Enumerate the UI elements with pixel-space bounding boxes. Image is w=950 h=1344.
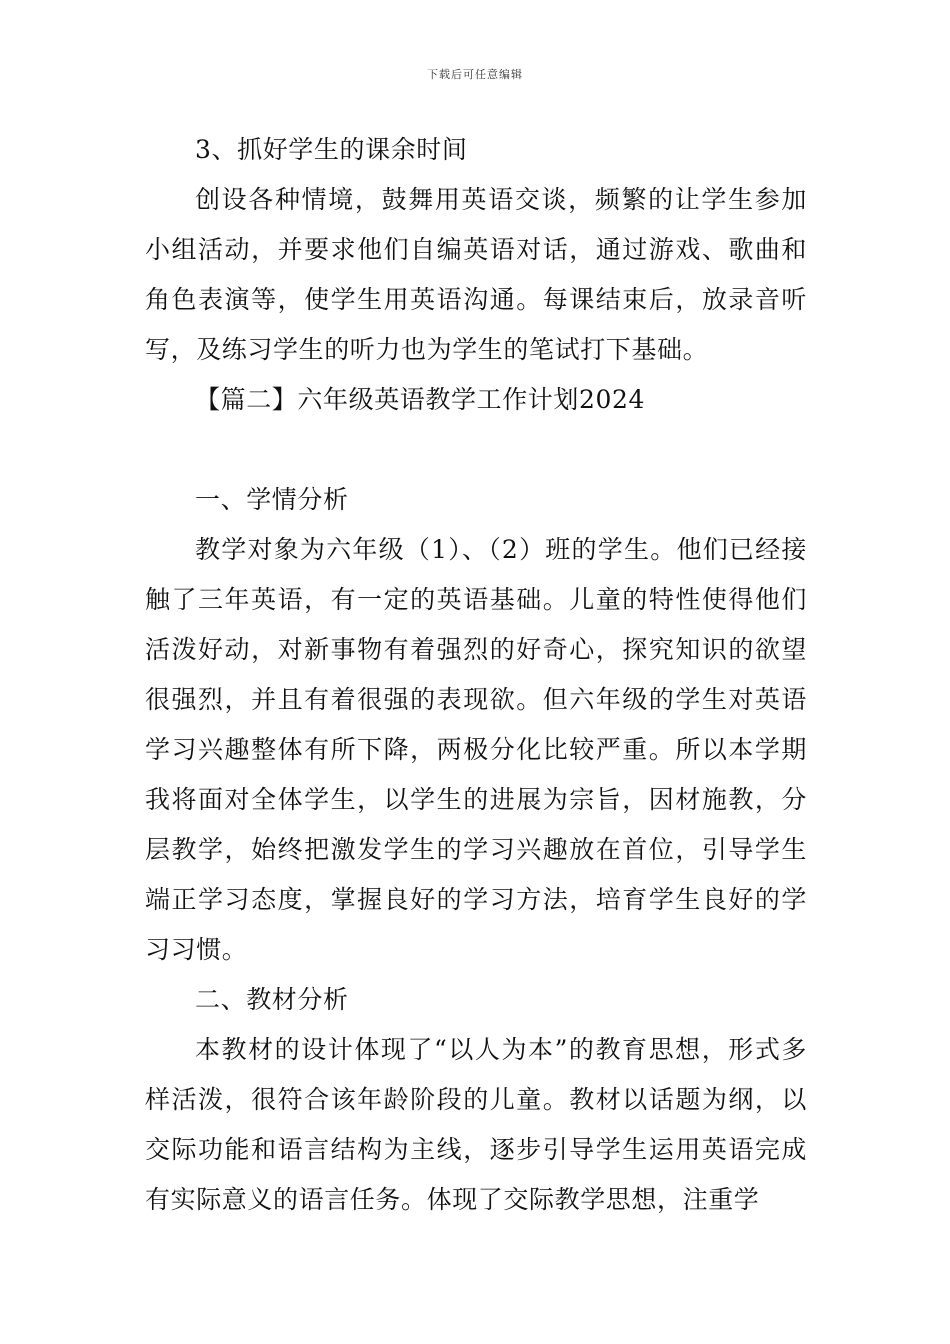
paragraph-student-analysis: 教学对象为六年级（1）、（2）班的学生。他们已经接触了三年英语，有一定的英语基础。儿童的特性使得他们活泼好动，对新事物有着强烈的好奇心，探究知识的欲望很强烈，并且有着很强的表现欲。但六年级的学生对英语学习兴趣整体有所下降，两极分化比较严重。所以本学期我将面对全体学生，以学生的进展为宗旨，因材施教，分层教学，始终把激发学生的学习兴趣放在首位，引导学生端正学习态度，掌握良好的学习方法，培育学生良好的学习习惯。: [145, 535, 807, 964]
blank-line: [145, 425, 807, 475]
header-note: 下载后可任意编辑: [427, 68, 523, 81]
section-heading-extra-time: 3、抓好学生的课余时间: [195, 135, 468, 164]
section-heading-student-analysis: 一、学情分析: [195, 485, 349, 514]
paragraph-extra-time: 创设各种情境，鼓舞用英语交谈，频繁的让学生参加小组活动，并要求他们自编英语对话，通过游戏、歌曲和角色表演等，使学生用英语沟通。每课结束后，放录音听写，及练习学生的听力也为学生的笔试打下基础。: [145, 185, 807, 364]
section-heading-textbook-analysis: 二、教材分析: [195, 985, 349, 1014]
paragraph-textbook-analysis: 本教材的设计体现了“以人为本”的教育思想，形式多样活泼，很符合该年龄阶段的儿童。教材以话题为纲，以交际功能和语言结构为主线，逐步引导学生运用英语完成有实际意义的语言任务。体现了交际教学思想，注重学: [145, 1035, 807, 1214]
document-body: [145, 125, 807, 1225]
document-title-part-two: 【篇二】六年级英语教学工作计划2024: [195, 385, 646, 414]
